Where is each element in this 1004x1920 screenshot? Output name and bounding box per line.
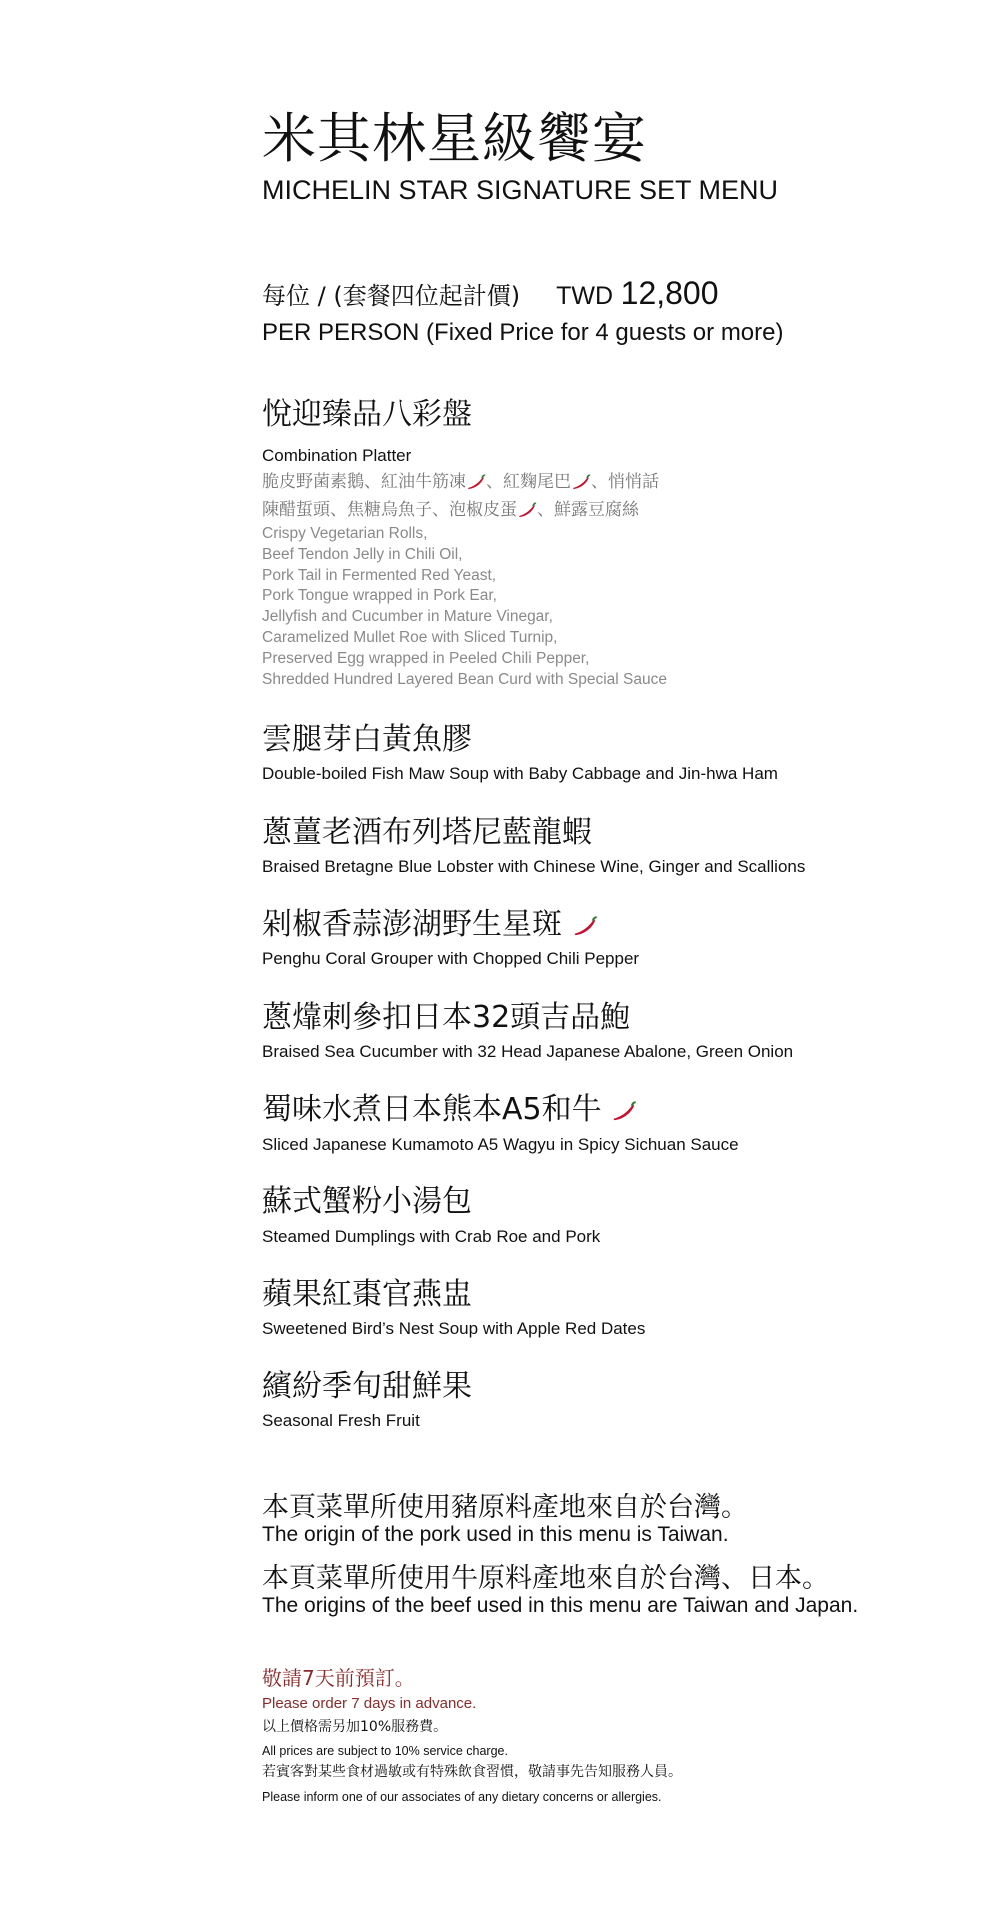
dish-name-en: Double-boiled Fish Maw Soup with Baby Cabbage and Jin-hwa Ham [262,764,778,783]
platter-text: 脆皮野菌素鵝、紅油牛筋凍 [262,472,466,492]
platter-name-zh: 悅迎臻品八彩盤 [262,397,472,432]
dish-name-en: Braised Sea Cucumber with 32 Head Japanese Abalone, Green Onion [262,1042,794,1061]
platter-text: 陳醋蜇頭、焦糖烏魚子、泡椒皮蛋 [262,500,517,520]
menu-title-en: MICHELIN STAR SIGNATURE SET MENU [262,175,779,205]
origin-beef-en: The origins of the beef used in this menu are Taiwan and Japan. [262,1594,859,1617]
dish-name-en: Sliced Japanese Kumamoto A5 Wagyu in Spicy Sichuan Sauce [262,1135,739,1154]
service-charge-zh: 以上價格需另加10%服務費。 [262,1719,448,1735]
dish-name-en: Seasonal Fresh Fruit [262,1411,420,1430]
allergy-note-en: Please inform one of our associates of any dietary concerns or allergies. [262,1790,662,1804]
platter-item-en: Pork Tongue wrapped in Pork Ear, [262,587,497,605]
price-label-en: PER PERSON (Fixed Price for 4 guests or more) [262,319,784,346]
dish-name-zh: 蘇式蟹粉小湯包 [262,1184,472,1219]
dish-name-zh: 繽紛季旬甜鮮果 [262,1369,472,1404]
price-line [262,276,719,313]
advance-order-zh: 敬請7天前預訂。 [262,1666,415,1690]
dish-name-en: Sweetened Bird’s Nest Soup with Apple Red Dates [262,1319,646,1338]
chili-pepper-icon [466,474,486,490]
advance-order-en: Please order 7 days in advance. [262,1695,477,1712]
dish-name-zh: 蔥㸆刺參扣日本32頭吉品鮑 [262,1000,631,1035]
chili-pepper-icon [611,1100,637,1122]
dish-name-zh: 蔥薑老酒布列塔尼藍龍蝦 [262,815,592,850]
chili-pepper-icon [572,915,598,937]
dish-name-zh: 蘋果紅棗官燕盅 [262,1277,472,1312]
chili-pepper-icon [517,502,537,518]
dish-name-en: Steamed Dumplings with Crab Roe and Pork [262,1227,601,1246]
price-label-zh: 每位 / (套餐四位起計價) [262,282,521,310]
dish-name-zh-row [262,906,598,944]
dish-name-zh-row [262,1091,637,1129]
price-amount: 12,800 [620,275,719,311]
platter-item-en: Caramelized Mullet Roe with Sliced Turnip, [262,628,558,646]
dish-name-en: Penghu Coral Grouper with Chopped Chili Pepper [262,949,640,968]
dish-name-en: Braised Bretagne Blue Lobster with Chinese Wine, Ginger and Scallions [262,857,806,876]
dish-name-zh: 雲腿芽白黃魚膠 [262,722,472,757]
allergy-note-zh: 若賓客對某些食材過敏或有特殊飲食習慣，敬請事先告知服務人員。 [262,1764,682,1780]
platter-item-en: Jellyfish and Cucumber in Mature Vinegar, [262,608,553,626]
menu-title-zh: 米其林星級饗宴 [262,107,647,170]
platter-item-en: Crispy Vegetarian Rolls, [262,525,428,542]
origin-pork-en: The origin of the pork used in this menu is Taiwan. [262,1523,729,1546]
origin-pork-zh: 本頁菜單所使用豬原料產地來自於台灣。 [262,1492,748,1523]
platter-text: 、悄悄話 [591,472,659,492]
dish-name-zh: 蜀味水煮日本熊本A5和牛 [262,1092,602,1127]
platter-text: 、紅麴尾巴 [486,472,571,492]
origin-beef-zh: 本頁菜單所使用牛原料產地來自於台灣、日本。 [262,1563,829,1594]
dish-name-zh: 剁椒香蒜澎湖野生星斑 [262,907,562,942]
platter-items-en [262,524,667,690]
platter-item-en: Pork Tail in Fermented Red Yeast, [262,566,497,584]
platter-line-2 [262,498,639,522]
platter-line-1 [262,470,659,494]
price-currency: TWD [556,282,613,310]
chili-pepper-icon [571,474,591,490]
service-charge-en: All prices are subject to 10% service charge. [262,1744,508,1758]
platter-text: 、鮮露豆腐絲 [537,500,639,520]
platter-item-en: Preserved Egg wrapped in Peeled Chili Pepper, [262,649,590,667]
platter-item-en: Beef Tendon Jelly in Chili Oil, [262,545,463,563]
platter-item-en: Shredded Hundred Layered Bean Curd with Special Sauce [262,670,667,688]
platter-name-en: Combination Platter [262,446,412,465]
